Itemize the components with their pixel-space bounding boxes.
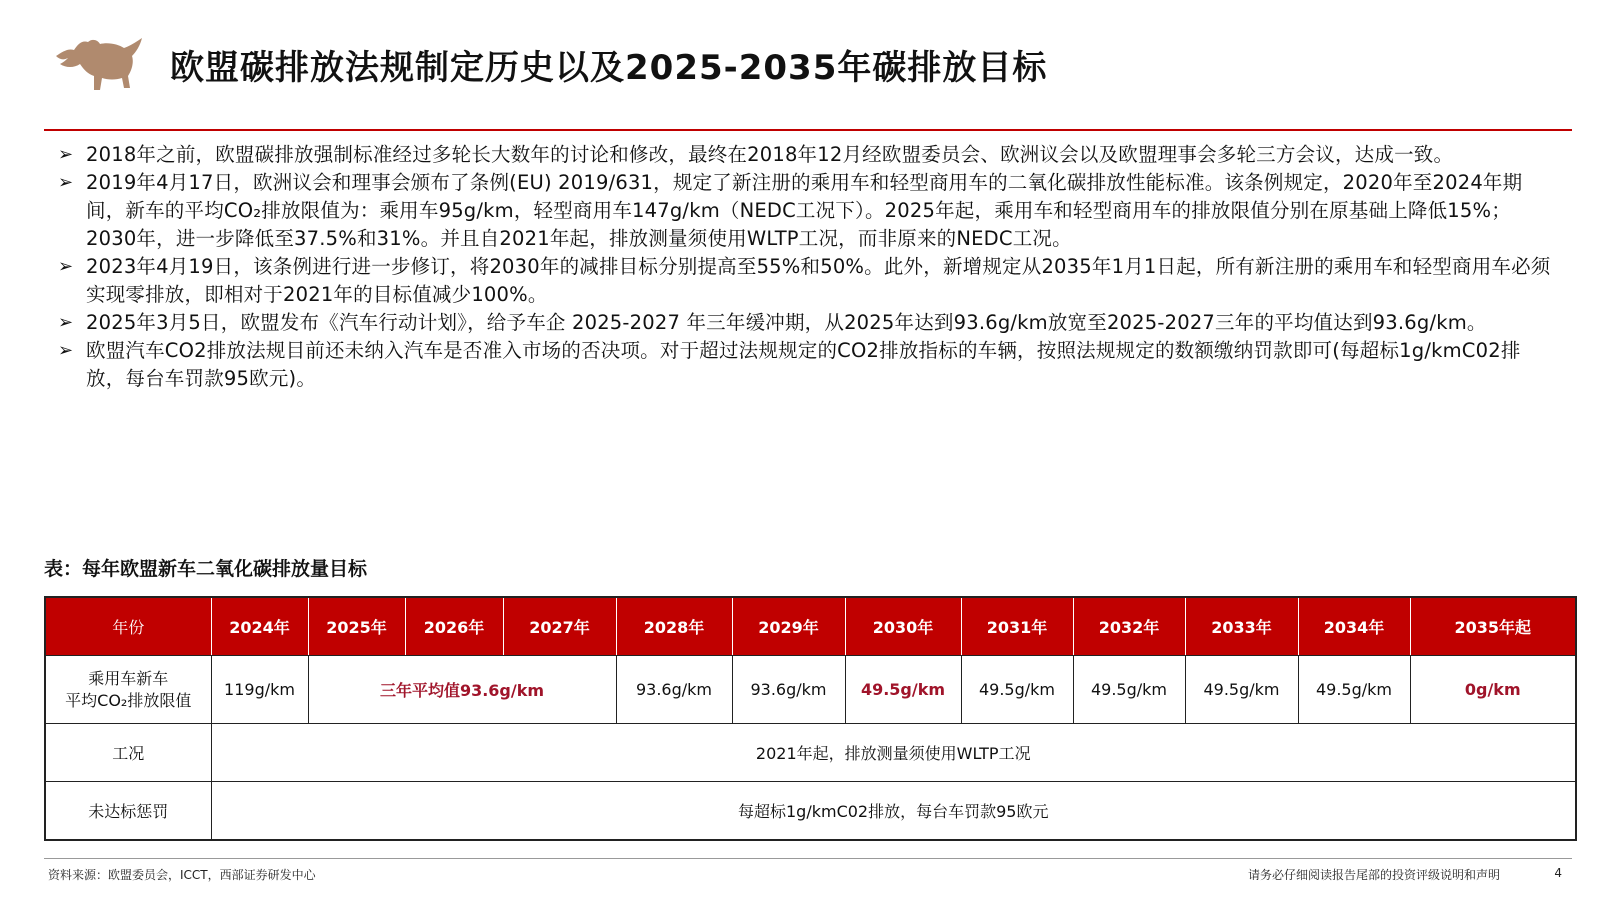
bullet-text: 2023年4月19日，该条例进行进一步修订，将2030年的减排目标分别提高至55%和50%。此外，新增规定从2035年1月1日起，所有新注册的乘用车和轻型商用车必须实现零排放，即相对于2021年的目标值减少100%。	[86, 255, 1551, 306]
header-cell-year: 2033年	[1185, 597, 1298, 656]
list-item	[58, 169, 1558, 253]
table-cell: 49.5g/km	[845, 656, 961, 724]
row-label-limit	[45, 656, 211, 724]
list-item	[58, 337, 1558, 393]
emission-target-table	[44, 596, 1577, 841]
table-cell: 93.6g/km	[616, 656, 732, 724]
bullet-text: 2018年之前，欧盟碳排放强制标准经过多轮长大数年的讨论和修改，最终在2018年12月经欧盟委员会、欧洲议会以及欧盟理事会多轮三方会议，达成一致。	[86, 143, 1454, 166]
list-item	[58, 253, 1558, 309]
table-header-row	[45, 597, 1576, 656]
header-cell-year: 2034年	[1298, 597, 1410, 656]
footer-divider	[44, 858, 1572, 859]
bullet-list	[58, 141, 1558, 393]
bullet-arrow-icon: ➢	[58, 340, 74, 361]
table-cell: 93.6g/km	[732, 656, 845, 724]
bullet-arrow-icon: ➢	[58, 256, 74, 277]
bullet-arrow-icon: ➢	[58, 312, 74, 333]
header-cell-year: 2031年	[961, 597, 1073, 656]
bullet-text: 2019年4月17日，欧洲议会和理事会颁布了条例(EU) 2019/631，规定了新注册的乘用车和轻型商用车的二氧化碳排放性能标准。该条例规定，2020年至2024年期间，新车的平均CO₂排放限值为：乘用车95g/km，轻型商用车147g/km（NEDC工况下）。2025年起，乘用车和轻型商用车的排放限值分别在原基础上降低15%；2030年，进一步降低至37.5%和31%。并且自2021年起，排放测量须使用WLTP工况，而非原来的NEDC工况。	[86, 171, 1523, 250]
row-label-penalty: 未达标惩罚	[45, 782, 211, 841]
title-divider	[44, 129, 1572, 131]
header-cell-year: 2024年	[211, 597, 308, 656]
row-label-condition: 工况	[45, 724, 211, 782]
table-row	[45, 656, 1576, 724]
table-row	[45, 724, 1576, 782]
table-cell: 0g/km	[1410, 656, 1576, 724]
table-cell: 49.5g/km	[961, 656, 1073, 724]
table-cell: 49.5g/km	[1185, 656, 1298, 724]
table-cell-merged: 每超标1g/kmC02排放，每台车罚款95欧元	[211, 782, 1576, 841]
header-cell-year: 2035年起	[1410, 597, 1576, 656]
table-cell-merged: 2021年起，排放测量须使用WLTP工况	[211, 724, 1576, 782]
header-cell-year: 2027年	[503, 597, 616, 656]
header-cell-year-label: 年份	[45, 597, 211, 656]
row-label-line: 平均CO₂排放限值	[65, 690, 192, 710]
table-caption: 表：每年欧盟新车二氧化碳排放量目标	[44, 558, 368, 580]
table-cell: 119g/km	[211, 656, 308, 724]
bullet-arrow-icon: ➢	[58, 172, 74, 193]
header-cell-year: 2030年	[845, 597, 961, 656]
header-cell-year: 2032年	[1073, 597, 1185, 656]
header-cell-year: 2028年	[616, 597, 732, 656]
page-number: 4	[1554, 866, 1562, 880]
bull-logo-icon	[52, 34, 144, 94]
header-cell-year: 2025年	[308, 597, 405, 656]
header-cell-year: 2026年	[405, 597, 503, 656]
table-cell: 49.5g/km	[1073, 656, 1185, 724]
source-note: 资料来源：欧盟委员会，ICCT，西部证券研发中心	[48, 868, 316, 882]
list-item	[58, 141, 1558, 169]
table-cell-merged: 三年平均值93.6g/km	[308, 656, 616, 724]
disclaimer: 请务必仔细阅读报告尾部的投资评级说明和声明	[1247, 868, 1500, 882]
row-label-line: 乘用车新车	[88, 668, 169, 688]
list-item	[58, 309, 1558, 337]
bullet-text: 2025年3月5日，欧盟发布《汽车行动计划》，给予车企 2025-2027 年三年缓冲期，从2025年达到93.6g/km放宽至2025-2027三年的平均值达到93.6g/km。	[86, 311, 1487, 334]
header-cell-year: 2029年	[732, 597, 845, 656]
table-row	[45, 782, 1576, 841]
bullet-text: 欧盟汽车CO2排放法规目前还未纳入汽车是否准入市场的否决项。对于超过法规规定的CO2排放指标的车辆，按照法规规定的数额缴纳罚款即可(每超标1g/kmC02排放，每台车罚款95欧元)。	[86, 339, 1521, 390]
table-cell: 49.5g/km	[1298, 656, 1410, 724]
bullet-arrow-icon: ➢	[58, 144, 74, 165]
page-title: 欧盟碳排放法规制定历史以及2025-2035年碳排放目标	[170, 48, 1048, 88]
